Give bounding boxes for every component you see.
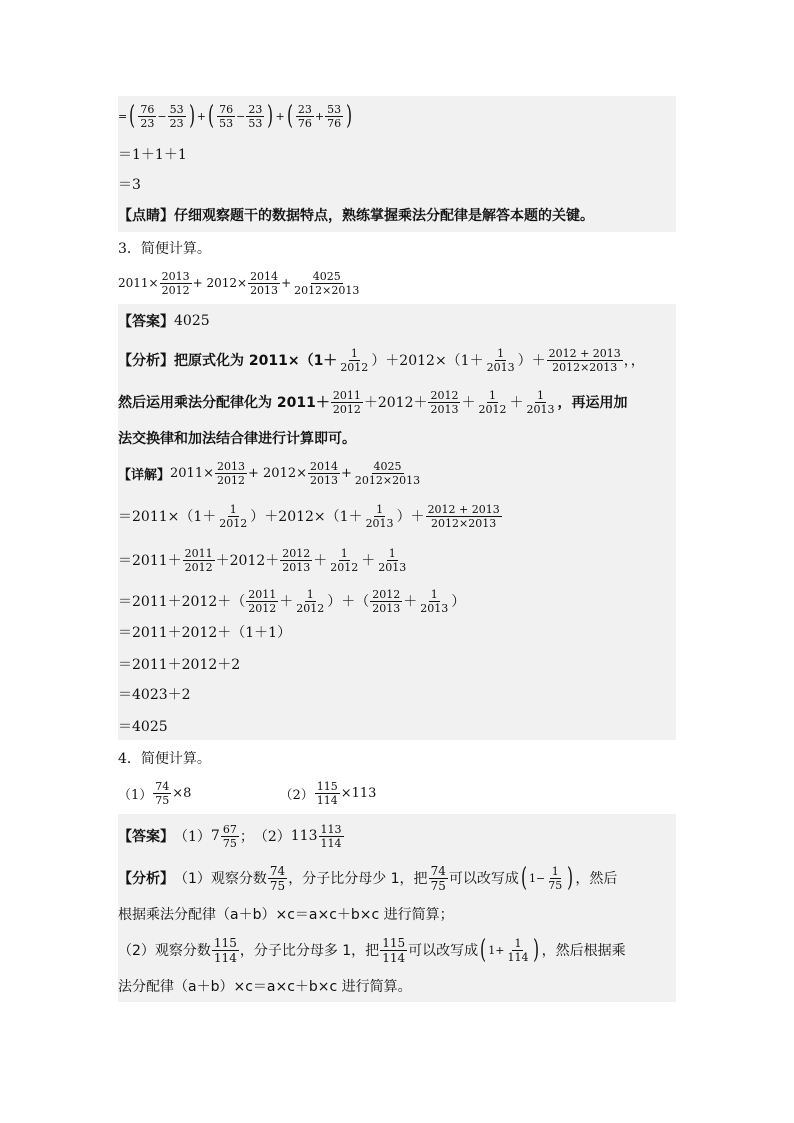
analysis-text: 然后运用乘法分配律化为 2011＋ [118,395,330,411]
fraction: $\frac{67}{75}$ [222,822,237,850]
fraction: $\frac{1}{2012}$ [296,587,325,615]
analysis-text: ）＋ [517,353,546,369]
analysis-text: ，分子比分母多 1，把 [239,943,380,959]
fraction: $\frac{115}{114}$ [316,779,338,807]
fraction: $\frac{76}{53}$ [219,102,234,130]
left-paren: ( [208,101,215,131]
detail-text: ＝2011＋2012＋（ [118,594,246,610]
left-paren: ( [520,863,527,893]
fraction: $\frac{2014}{2013}$ [250,269,279,297]
right-paren: ) [567,863,574,893]
fraction: $\frac{1}{2013}$ [378,546,407,574]
fraction: $\frac{76}{23}$ [140,102,155,130]
q3-detail-line-7: ＝4023＋2 [118,687,191,703]
q4-solution-block [118,814,676,1002]
answer-1-whole: 7 [210,828,220,844]
problem-2-label: （2） [279,787,314,803]
q3-analysis-line-2 [118,382,627,422]
note-text: 仔细观察题干的数据特点，熟练掌握乘法分配律是解答本题的关键。 [174,208,594,224]
detail-text: ）＋2012×（1＋ [250,509,363,525]
q4-answer [118,816,345,856]
fraction: $\frac{74}{75}$ [155,779,170,807]
analysis-text: ，分子比分母少 1，把 [288,871,428,887]
fraction: $\frac{115}{114}$ [382,935,406,965]
fraction: $\frac{74}{75}$ [430,863,446,893]
minus-sign: − [157,109,167,123]
fraction: $\frac{1}{2012}$ [478,388,507,416]
fraction: $\frac{2012}{2013}$ [372,587,401,615]
q3-analysis-line-1 [118,340,645,380]
fraction: $\frac{2012 + 2013}{2012\times 2013}$ [548,346,621,374]
answer-2-label: （2） [253,829,291,845]
detail-tag: 【详解】 [118,467,171,483]
problem-1-label: （1） [118,787,153,803]
fraction: $\frac{2013}{2012}$ [217,459,245,487]
detail-text: ＋ [403,594,418,610]
analysis-text: ）＋2012×（1＋ [371,353,484,369]
fraction: $\frac{113}{114}$ [320,822,342,850]
right-paren: ) [267,101,274,131]
analysis-text: 1+ [488,943,505,957]
fraction: $\frac{4025}{2012\times 2013}$ [354,459,421,487]
problem-1-tail: ×8 [172,785,192,801]
fraction: $\frac{53}{23}$ [169,102,184,130]
fraction: $\frac{2011}{2012}$ [248,587,277,615]
plus-sign: + [314,109,325,123]
q3-detail-line-5: ＝2011＋2012＋（1＋1） [118,625,292,641]
q4-analysis-line-1 [118,858,617,898]
q3-detail-line-8: ＝4025 [118,719,168,735]
fraction: $\frac{1}{114}$ [507,936,529,964]
minus-sign: − [236,109,246,123]
detail-text: + 2012× [248,465,308,481]
detail-text: ＋ [313,553,328,569]
analysis-text: 1− [529,871,546,885]
detail-text: ） [451,594,466,610]
plus-sign: + [275,109,285,123]
answer-1-label: （1） [174,829,211,845]
detail-text: ＝2011×（1＋ [118,509,217,525]
q3-answer [118,308,210,334]
fraction: $\frac{23}{53}$ [248,102,263,130]
analysis-text: 把原式化为 2011×（1＋ [174,353,338,369]
fraction: $\frac{74}{75}$ [269,863,286,893]
right-paren: ) [533,935,540,965]
expr-text: + 2012× [192,276,248,290]
prev-line-1 [118,98,354,134]
q3-detail-line-3 [118,540,409,580]
fraction: $\frac{1}{2012}$ [330,546,359,574]
detail-text: + [341,465,352,481]
fraction: $\frac{1}{2013}$ [420,587,449,615]
detail-text: ＋ [361,553,376,569]
answer-tag: 【答案】 [118,314,174,330]
eq-sign: = [118,109,128,123]
analysis-text: ＋2012＋ [363,395,428,411]
right-paren: ) [188,101,195,131]
detail-text: ＝2011＋ [118,553,182,569]
analysis-tag: 【分析】 [118,871,174,887]
q4-title: 4．简便计算。 [118,751,211,767]
note-tag: 【点睛】 [118,208,174,224]
expr-text: 2011× [118,276,159,290]
fraction: $\frac{2013}{2012}$ [161,269,190,297]
fraction: $\frac{115}{114}$ [213,935,237,965]
fraction: $\frac{4025}{2012\times 2013}$ [294,269,360,297]
expr-text: + [281,276,292,290]
fraction: $\frac{2011}{2012}$ [332,388,361,416]
analysis-text: ＋ [461,395,476,411]
analysis-text: ，然后根据乘 [541,943,626,959]
fraction: $\frac{2012}{2013}$ [282,546,311,574]
analysis-text: ＋ [509,395,524,411]
analysis-text: （1）观察分数 [174,871,267,887]
fraction: $\frac{53}{76}$ [327,102,342,130]
analysis-text: ，， [623,353,645,369]
right-paren: ) [346,101,353,131]
prev-note [118,202,594,228]
left-paren: ( [480,935,487,965]
analysis-text: 可以改写成 [408,943,479,959]
detail-text: ）＋（ [327,594,370,610]
analysis-text: ，然后 [575,871,618,887]
q4-analysis-line-2: 根据乘法分配律（a＋b）×c＝a×c＋b×c 进行简算； [118,907,454,923]
fraction: $\frac{2014}{2013}$ [310,459,339,487]
analysis-text: ，再运用加 [557,395,628,411]
q3-detail-line-6: ＝2011＋2012＋2 [118,657,241,673]
analysis-text: 可以改写成 [448,871,519,887]
fraction: $\frac{1}{2013}$ [486,346,515,374]
answer-value: 4025 [174,313,210,329]
fraction: $\frac{1}{2012}$ [219,502,248,530]
fraction: $\frac{2012}{2013}$ [430,388,459,416]
fraction: $\frac{23}{76}$ [297,102,312,130]
q3-detail-line-4 [118,580,465,622]
fraction: $\frac{1}{75}$ [548,864,563,892]
q4-analysis-line-4: 法分配律（a＋b）×c＝a×c＋b×c 进行简算。 [118,979,412,995]
answer-tag: 【答案】 [118,829,174,845]
fraction: $\frac{2012 + 2013}{2012\times 2013}$ [427,502,500,530]
detail-text: 2011× [170,465,214,481]
q4-header [118,742,676,812]
q3-title: 3．简便计算。 [118,241,211,257]
analysis-tag: 【分析】 [118,353,174,369]
q3-expression [118,264,362,302]
q3-header [118,232,676,302]
left-paren: ( [129,101,136,131]
analysis-text: （2）观察分数 [118,943,211,959]
q3-solution-block [118,304,676,740]
plus-sign: + [196,109,206,123]
q3-detail-line-1 [118,454,423,492]
answer-separator: ； [239,829,254,845]
fraction: $\frac{1}{2013}$ [526,388,555,416]
q3-analysis-line-3: 法交换律和加法结合律进行计算即可。 [118,431,356,447]
detail-text: ）＋ [396,509,425,525]
fraction: $\frac{2011}{2012}$ [184,546,213,574]
left-paren: ( [286,101,293,131]
detail-text: ＋ [279,594,294,610]
prev-solution-block [118,96,676,232]
q4-problems [118,774,376,812]
fraction: $\frac{1}{2012}$ [340,346,369,374]
detail-text: ＋2012＋ [215,553,280,569]
prev-line-2: ＝1＋1＋1 [118,147,187,163]
q4-analysis-line-3 [118,930,626,970]
prev-line-3: ＝3 [118,177,141,193]
problem-2-tail: ×113 [340,785,377,801]
fraction: $\frac{1}{2013}$ [365,502,394,530]
answer-2-whole: 113 [290,828,318,844]
q3-detail-line-2 [118,496,503,536]
